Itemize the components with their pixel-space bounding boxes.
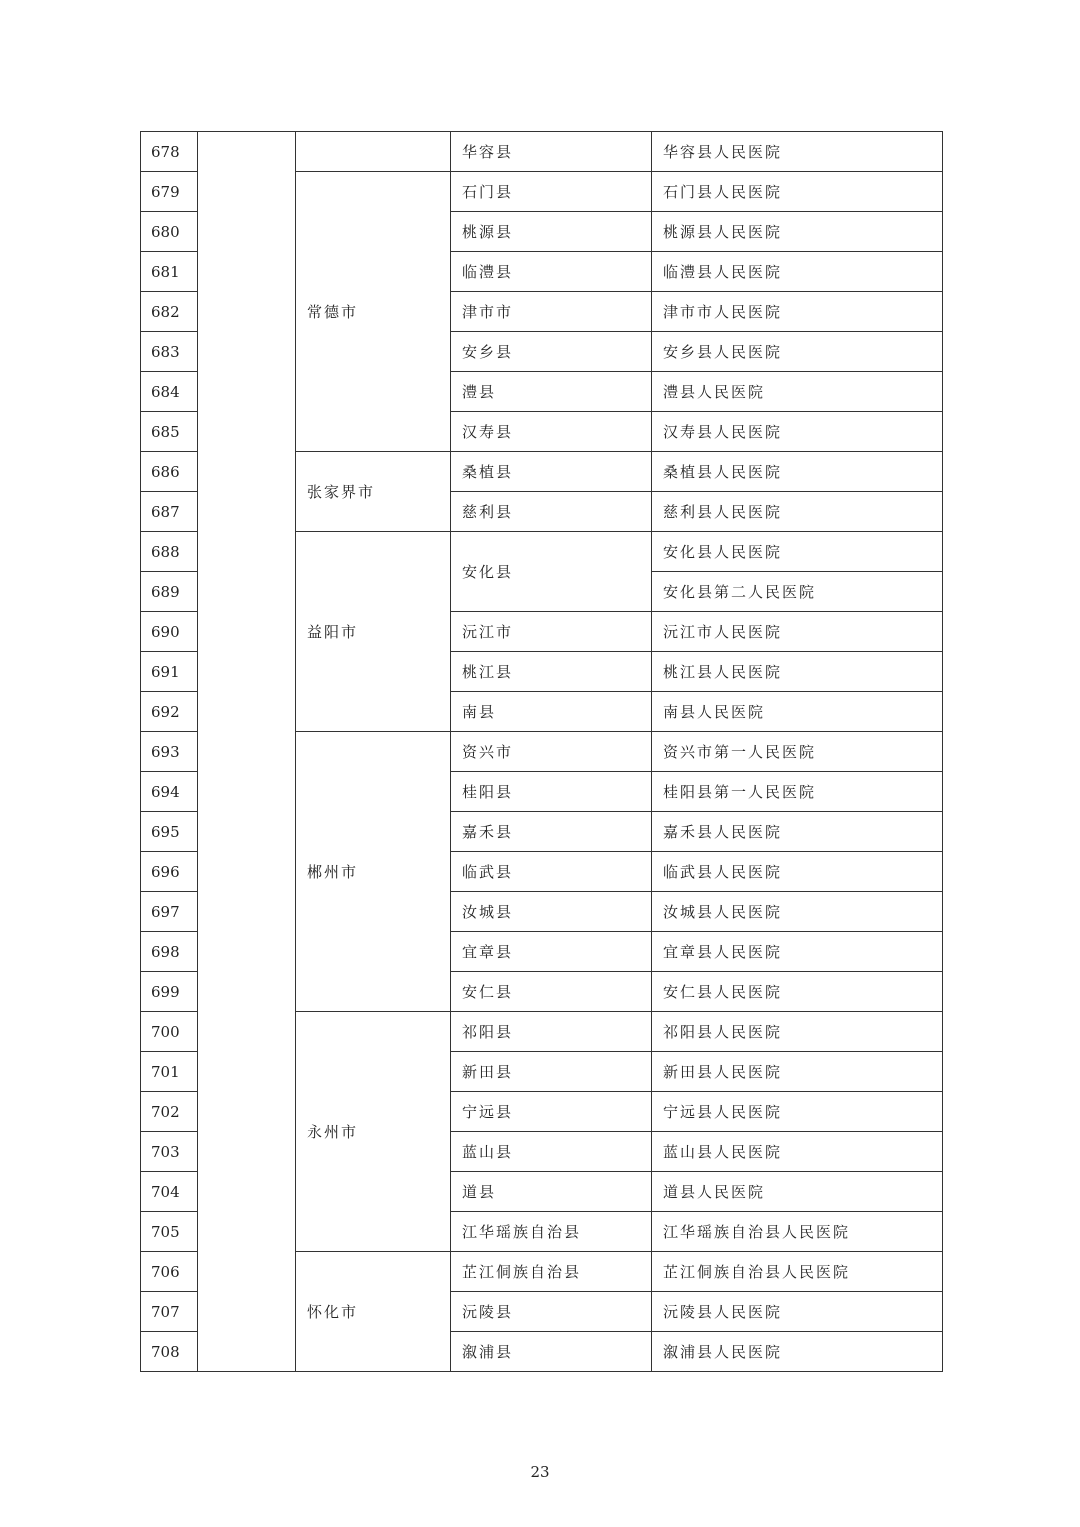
county-cell: 汉寿县: [451, 412, 652, 452]
hospital-cell: 津市市人民医院: [652, 292, 943, 332]
table-row: [141, 132, 943, 172]
row-number: 705: [141, 1212, 198, 1252]
county-cell: 临武县: [451, 852, 652, 892]
city-cell: 常德市: [296, 172, 451, 452]
row-number: 685: [141, 412, 198, 452]
county-cell: 石门县: [451, 172, 652, 212]
hospital-cell: 临武县人民医院: [652, 852, 943, 892]
row-number: 680: [141, 212, 198, 252]
county-cell: 南县: [451, 692, 652, 732]
county-cell: 桂阳县: [451, 772, 652, 812]
county-cell: 资兴市: [451, 732, 652, 772]
county-cell: 华容县: [451, 132, 652, 172]
county-cell: 桃源县: [451, 212, 652, 252]
city-cell: [296, 132, 451, 172]
county-cell: 芷江侗族自治县: [451, 1252, 652, 1292]
row-number: 708: [141, 1332, 198, 1372]
row-number: 701: [141, 1052, 198, 1092]
row-number: 682: [141, 292, 198, 332]
row-number: 690: [141, 612, 198, 652]
county-cell: 沅陵县: [451, 1292, 652, 1332]
row-number: 687: [141, 492, 198, 532]
hospital-cell: 桂阳县第一人民医院: [652, 772, 943, 812]
hospital-cell: 桃江县人民医院: [652, 652, 943, 692]
page-number: 23: [530, 1463, 550, 1481]
county-cell: 汝城县: [451, 892, 652, 932]
hospital-cell: 沅江市人民医院: [652, 612, 943, 652]
county-cell: 祁阳县: [451, 1012, 652, 1052]
county-cell: 沅江市: [451, 612, 652, 652]
hospital-cell: 嘉禾县人民医院: [652, 812, 943, 852]
hospital-cell: 桑植县人民医院: [652, 452, 943, 492]
row-number: 681: [141, 252, 198, 292]
hospital-cell: 江华瑶族自治县人民医院: [652, 1212, 943, 1252]
county-cell: 道县: [451, 1172, 652, 1212]
hospital-cell: 安化县第二人民医院: [652, 572, 943, 612]
hospital-cell: 道县人民医院: [652, 1172, 943, 1212]
hospital-cell: 蓝山县人民医院: [652, 1132, 943, 1172]
row-number: 697: [141, 892, 198, 932]
hospital-cell: 汉寿县人民医院: [652, 412, 943, 452]
city-cell: 怀化市: [296, 1252, 451, 1372]
county-cell: 蓝山县: [451, 1132, 652, 1172]
row-number: 691: [141, 652, 198, 692]
hospital-cell: 沅陵县人民医院: [652, 1292, 943, 1332]
county-cell: 澧县: [451, 372, 652, 412]
hospital-cell: 资兴市第一人民医院: [652, 732, 943, 772]
hospital-cell: 新田县人民医院: [652, 1052, 943, 1092]
row-number: 693: [141, 732, 198, 772]
province-cell: [198, 132, 296, 1372]
city-cell: 郴州市: [296, 732, 451, 1012]
county-cell: 江华瑶族自治县: [451, 1212, 652, 1252]
hospital-cell: 宜章县人民医院: [652, 932, 943, 972]
hospital-table: [140, 131, 943, 1372]
hospital-cell: 祁阳县人民医院: [652, 1012, 943, 1052]
row-number: 689: [141, 572, 198, 612]
hospital-cell: 临澧县人民医院: [652, 252, 943, 292]
hospital-cell: 溆浦县人民医院: [652, 1332, 943, 1372]
county-cell: 宜章县: [451, 932, 652, 972]
hospital-cell: 宁远县人民医院: [652, 1092, 943, 1132]
hospital-cell: 石门县人民医院: [652, 172, 943, 212]
city-cell: 张家界市: [296, 452, 451, 532]
row-number: 694: [141, 772, 198, 812]
hospital-cell: 澧县人民医院: [652, 372, 943, 412]
county-cell: 宁远县: [451, 1092, 652, 1132]
county-cell: 新田县: [451, 1052, 652, 1092]
city-cell: 永州市: [296, 1012, 451, 1252]
county-cell: 慈利县: [451, 492, 652, 532]
hospital-cell: 安乡县人民医院: [652, 332, 943, 372]
hospital-cell: 华容县人民医院: [652, 132, 943, 172]
city-cell: 益阳市: [296, 532, 451, 732]
county-cell: 嘉禾县: [451, 812, 652, 852]
county-cell: 桃江县: [451, 652, 652, 692]
row-number: 678: [141, 132, 198, 172]
row-number: 702: [141, 1092, 198, 1132]
row-number: 704: [141, 1172, 198, 1212]
county-cell: 临澧县: [451, 252, 652, 292]
row-number: 699: [141, 972, 198, 1012]
county-cell: 安仁县: [451, 972, 652, 1012]
row-number: 703: [141, 1132, 198, 1172]
hospital-cell: 芷江侗族自治县人民医院: [652, 1252, 943, 1292]
hospital-cell: 南县人民医院: [652, 692, 943, 732]
hospital-cell: 桃源县人民医院: [652, 212, 943, 252]
row-number: 684: [141, 372, 198, 412]
county-cell: 安乡县: [451, 332, 652, 372]
row-number: 707: [141, 1292, 198, 1332]
row-number: 686: [141, 452, 198, 492]
row-number: 679: [141, 172, 198, 212]
county-cell: 溆浦县: [451, 1332, 652, 1372]
hospital-cell: 安仁县人民医院: [652, 972, 943, 1012]
row-number: 683: [141, 332, 198, 372]
hospital-cell: 安化县人民医院: [652, 532, 943, 572]
row-number: 706: [141, 1252, 198, 1292]
row-number: 700: [141, 1012, 198, 1052]
county-cell: 桑植县: [451, 452, 652, 492]
hospital-cell: 慈利县人民医院: [652, 492, 943, 532]
row-number: 688: [141, 532, 198, 572]
row-number: 695: [141, 812, 198, 852]
row-number: 692: [141, 692, 198, 732]
row-number: 696: [141, 852, 198, 892]
row-number: 698: [141, 932, 198, 972]
county-cell: 安化县: [451, 532, 652, 612]
hospital-cell: 汝城县人民医院: [652, 892, 943, 932]
county-cell: 津市市: [451, 292, 652, 332]
